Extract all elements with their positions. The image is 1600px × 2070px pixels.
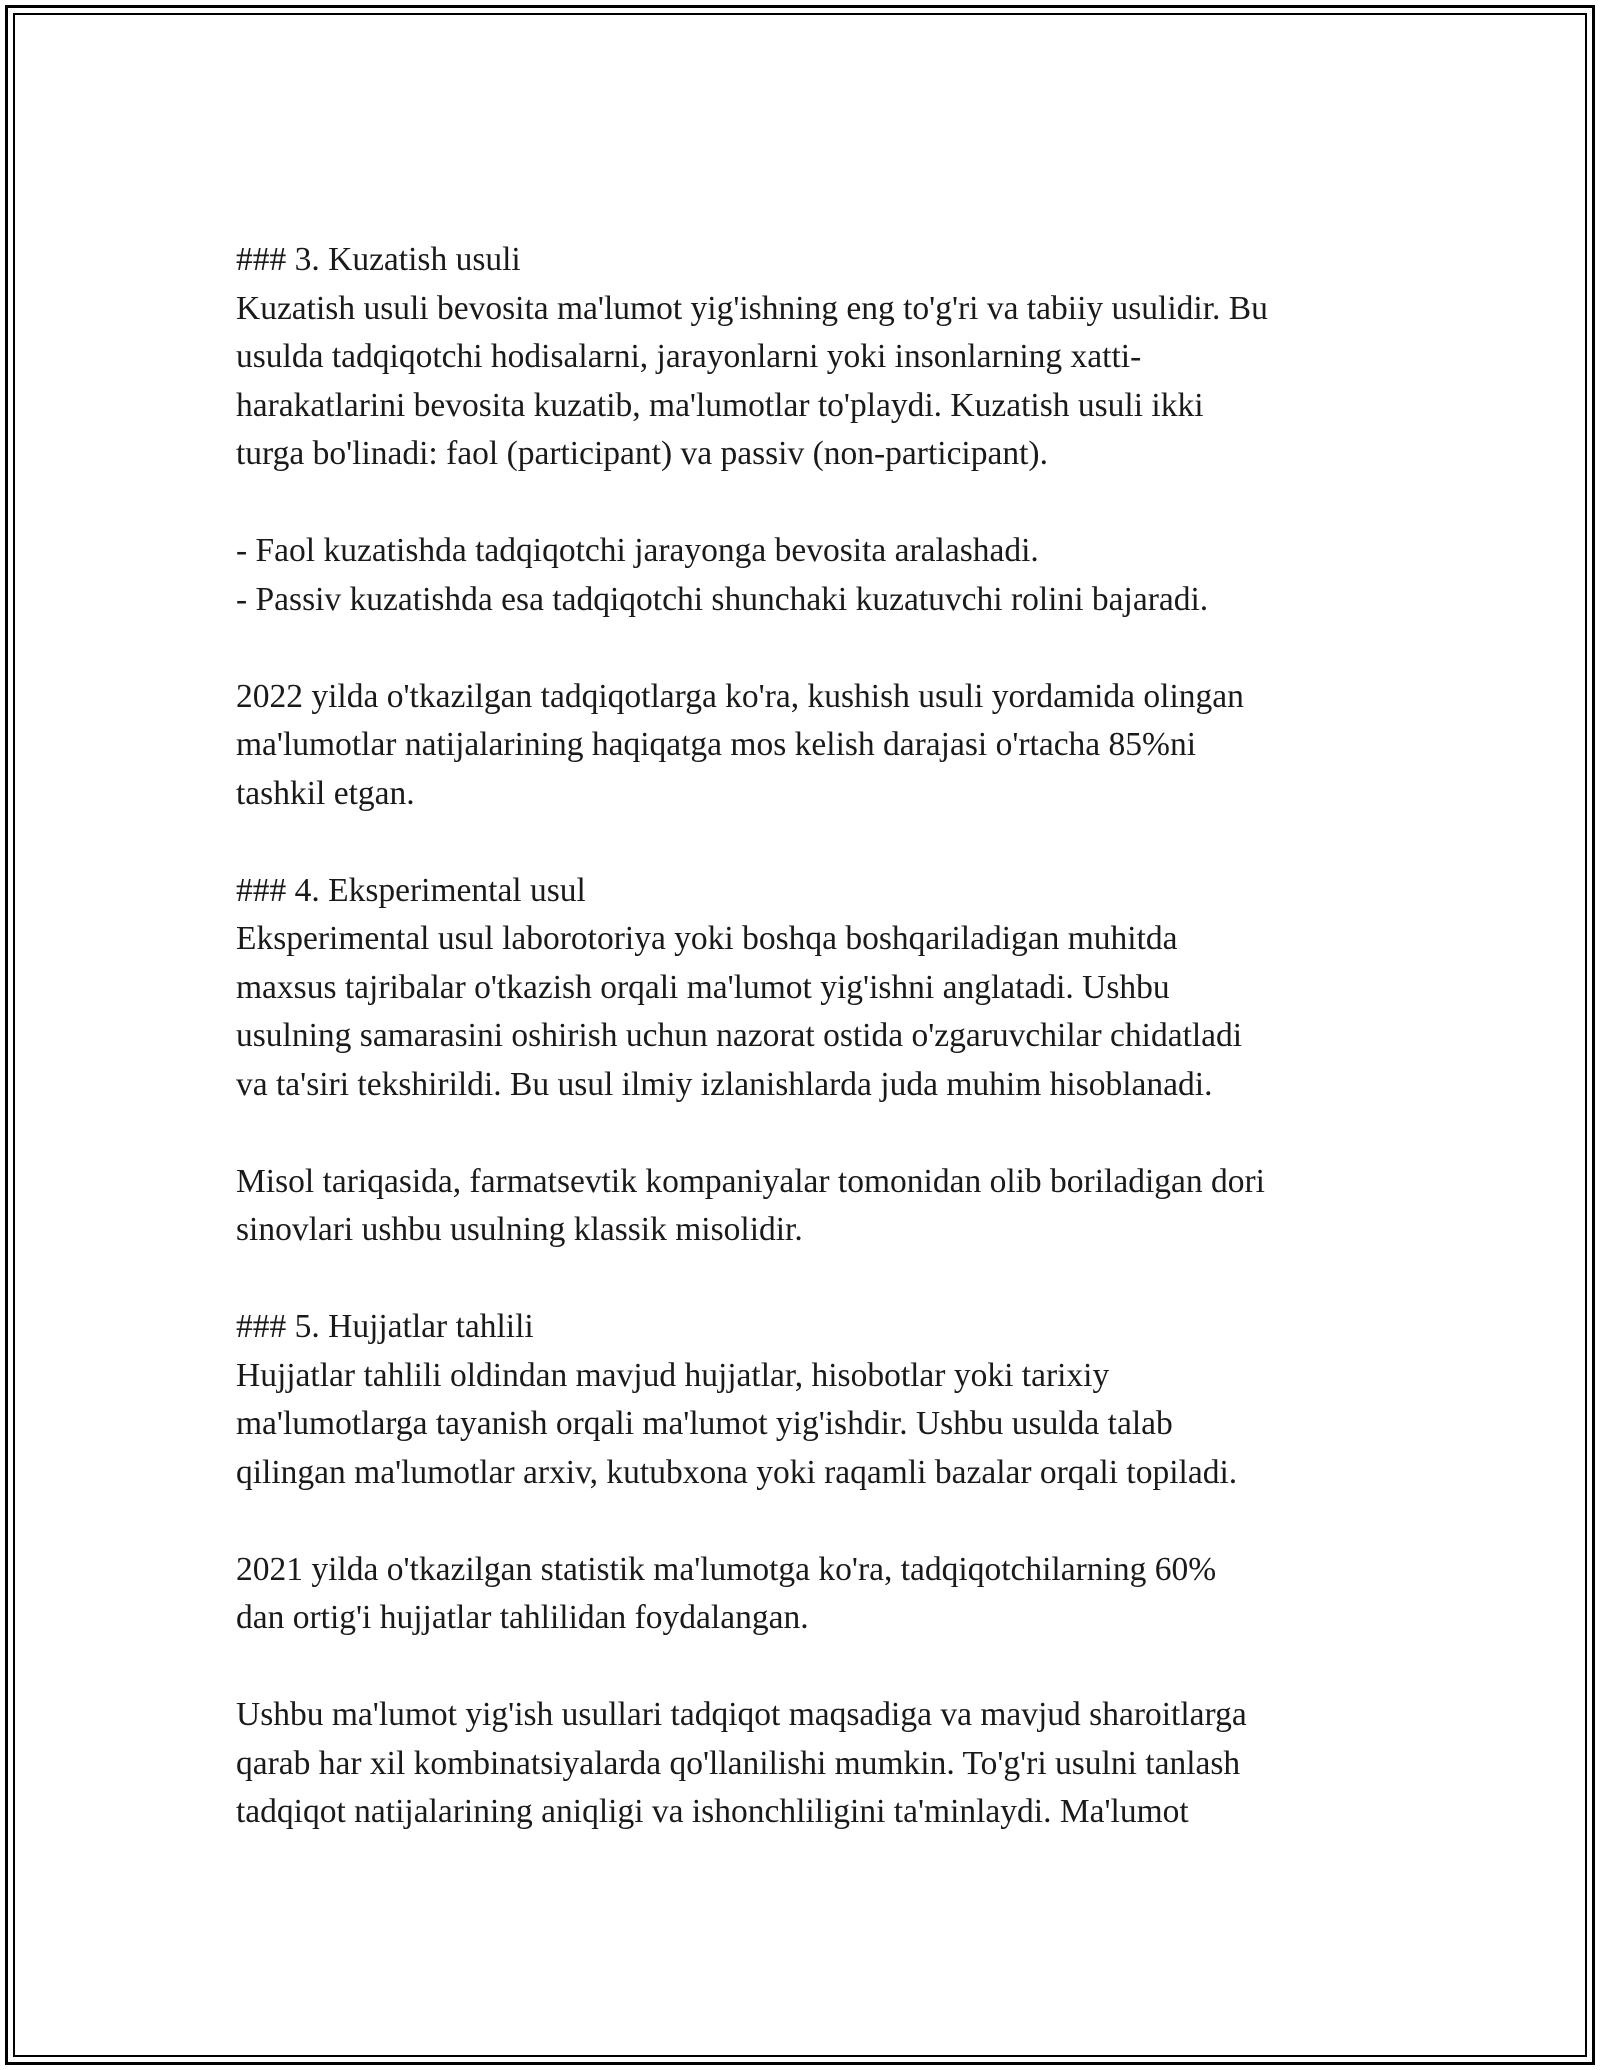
paragraph-gap [236, 479, 1386, 528]
paragraph-line: va ta'siri tekshirildi. Bu usul ilmiy izlanishlarda juda muhim hisoblanadi. [236, 1065, 1213, 1103]
paragraph-gap [236, 1255, 1386, 1304]
paragraph-gap [236, 624, 1386, 673]
paragraph-line: tashkil etgan. [236, 774, 415, 812]
paragraph-eksperimental-example [236, 1158, 1386, 1255]
paragraph-line: usulda tadqiqotchi hodisalarni, jarayonlarni yoki insonlarning xatti- [236, 338, 1142, 375]
section-heading-eksperimental: ### 4. Eksperimental usul [236, 871, 586, 909]
document-body [236, 236, 1386, 1837]
paragraph-line: 2022 yilda o'tkazilgan tadqiqotlarga ko'ra, kushish usuli yordamida olingan [236, 677, 1244, 715]
paragraph-gap [236, 818, 1386, 867]
paragraph-line: tadqiqot natijalarining aniqligi va ishonchliligini ta'minlaydi. Ma'lumot [236, 1793, 1189, 1830]
section-heading-kuzatish: ### 3. Kuzatish usuli [236, 241, 521, 278]
paragraph-line: Eksperimental usul laborotoriya yoki boshqa boshqariladigan muhitda [236, 920, 1178, 957]
paragraph-gap [236, 1643, 1386, 1692]
paragraph-kuzatish-statistics [236, 673, 1386, 819]
paragraph-line: qilingan ma'lumotlar arxiv, kutubxona yoki raqamli bazalar orqali topiladi. [236, 1453, 1238, 1491]
bullet-list-kuzatish [236, 527, 1386, 624]
section-heading-hujjatlar: ### 5. Hujjatlar tahlili [236, 1308, 534, 1345]
paragraph-line: Misol tariqasida, farmatsevtik kompaniyalar tomonidan olib boriladigan dori [236, 1162, 1265, 1200]
paragraph-line: 2021 yilda o'tkazilgan statistik ma'lumotga ko'ra, tadqiqotchilarning 60% [236, 1550, 1217, 1588]
list-item: - Passiv kuzatishda esa tadqiqotchi shunchaki kuzatuvchi rolini bajaradi. [236, 580, 1209, 618]
paragraph-hujjatlar-statistics [236, 1546, 1386, 1643]
paragraph-gap [236, 1497, 1386, 1546]
paragraph-line: turga bo'linadi: faol (participant) va passiv (non-participant). [236, 435, 1048, 472]
paragraph-line: Hujjatlar tahlili oldindan mavjud hujjatlar, hisobotlar yoki tarixiy [236, 1356, 1110, 1394]
paragraph-line: sinovlari ushbu usulning klassik misolidir. [236, 1211, 803, 1248]
paragraph-eksperimental-intro [236, 915, 1386, 1109]
paragraph-gap [236, 1109, 1386, 1158]
paragraph-line: Kuzatish usuli bevosita ma'lumot yig'ishning eng to'g'ri va tabiiy usulidir. Bu [236, 289, 1268, 327]
paragraph-line: dan ortig'i hujjatlar tahlilidan foydalangan. [236, 1599, 809, 1636]
paragraph-line: maxsus tajribalar o'tkazish orqali ma'lumot yig'ishni anglatadi. Ushbu [236, 968, 1170, 1006]
paragraph-hujjatlar-intro [236, 1352, 1386, 1498]
paragraph-conclusion [236, 1691, 1386, 1837]
paragraph-kuzatish-intro [236, 285, 1386, 479]
paragraph-line: usulning samarasini oshirish uchun nazorat ostida o'zgaruvchilar chidatladi [236, 1017, 1243, 1054]
paragraph-line: ma'lumotlarga tayanish orqali ma'lumot yig'ishdir. Ushbu usulda talab [236, 1405, 1173, 1442]
paragraph-line: qarab har xil kombinatsiyalarda qo'llanilishi mumkin. To'g'ri usulni tanlash [236, 1744, 1241, 1782]
paragraph-line: harakatlarini bevosita kuzatib, ma'lumotlar to'playdi. Kuzatish usuli ikki [236, 386, 1204, 424]
paragraph-line: ma'lumotlar natijalarining haqiqatga mos kelish darajasi o'rtacha 85%ni [236, 726, 1197, 763]
paragraph-line: Ushbu ma'lumot yig'ish usullari tadqiqot maqsadiga va mavjud sharoitlarga [236, 1696, 1247, 1733]
list-item: - Faol kuzatishda tadqiqotchi jarayonga bevosita aralashadi. [236, 532, 1039, 569]
